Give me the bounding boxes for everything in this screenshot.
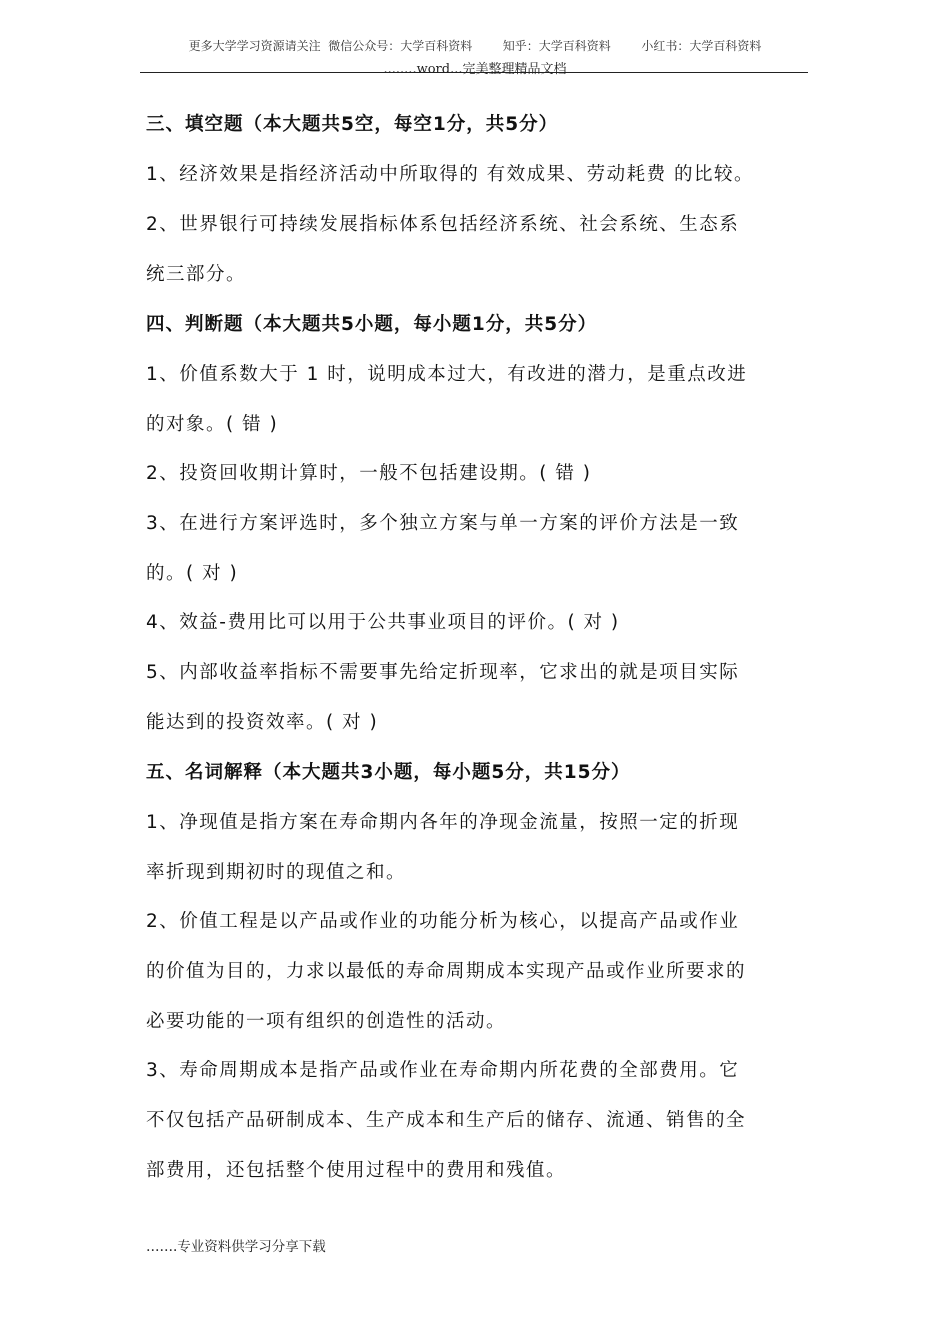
text-line: 1、净现值是指方案在寿命期内各年的净现金流量，按照一定的折现	[146, 812, 740, 833]
text-line: 统三部分。	[146, 264, 247, 285]
page-header-line2: ........word...完美整理精品文档	[383, 62, 567, 77]
text-line: 2、世界银行可持续发展指标体系包括经济系统、社会系统、生态系	[146, 214, 740, 235]
text-line: 的价值为目的，力求以最低的寿命周期成本实现产品或作业所要求的	[146, 961, 747, 982]
text-line: 3、寿命周期成本是指产品或作业在寿命期内所花费的全部费用。它	[146, 1060, 740, 1081]
text-line: 的对象。( 错 )	[146, 414, 279, 435]
section-heading-true-false: 四、判断题（本大题共5小题，每小题1分，共5分）	[146, 314, 598, 335]
section-heading-terms: 五、名词解释（本大题共3小题，每小题5分，共15分）	[146, 762, 631, 783]
section-heading-fill-blank: 三、填空题（本大题共5空，每空1分，共5分）	[146, 114, 559, 135]
text-line: 5、内部收益率指标不需要事先给定折现率，它求出的就是项目实际	[146, 662, 740, 683]
page-footer: …….专业资料供学习分享下载	[146, 1239, 326, 1255]
text-line: 必要功能的一项有组织的创造性的活动。	[146, 1011, 507, 1032]
text-line: 不仅包括产品研制成本、生产成本和生产后的储存、流通、销售的全	[146, 1110, 747, 1131]
text-line: 2、价值工程是以产品或作业的功能分析为核心，以提高产品或作业	[146, 911, 740, 932]
text-line: 率折现到期初时的现值之和。	[146, 862, 407, 883]
text-line: 1、价值系数大于 1 时，说明成本过大，有改进的潜力，是重点改进	[146, 364, 748, 385]
text-line: 2、投资回收期计算时，一般不包括建设期。( 错 )	[146, 463, 592, 484]
text-line: 3、在进行方案评选时，多个独立方案与单一方案的评价方法是一致	[146, 513, 740, 534]
text-line: 部费用，还包括整个使用过程中的费用和残值。	[146, 1160, 567, 1181]
text-line: 1、经济效果是指经济活动中所取得的 有效成果、劳动耗费 的比较。	[146, 164, 755, 185]
page-header-line1: 更多大学学习资源请关注 微信公众号：大学百科资料 知乎：大学百科资料 小红书：大学百科资料	[188, 39, 762, 53]
text-line: 4、效益-费用比可以用于公共事业项目的评价。( 对 )	[146, 612, 620, 633]
text-line: 的。( 对 )	[146, 563, 239, 584]
header-rule	[140, 72, 808, 73]
text-line: 能达到的投资效率。( 对 )	[146, 712, 379, 733]
